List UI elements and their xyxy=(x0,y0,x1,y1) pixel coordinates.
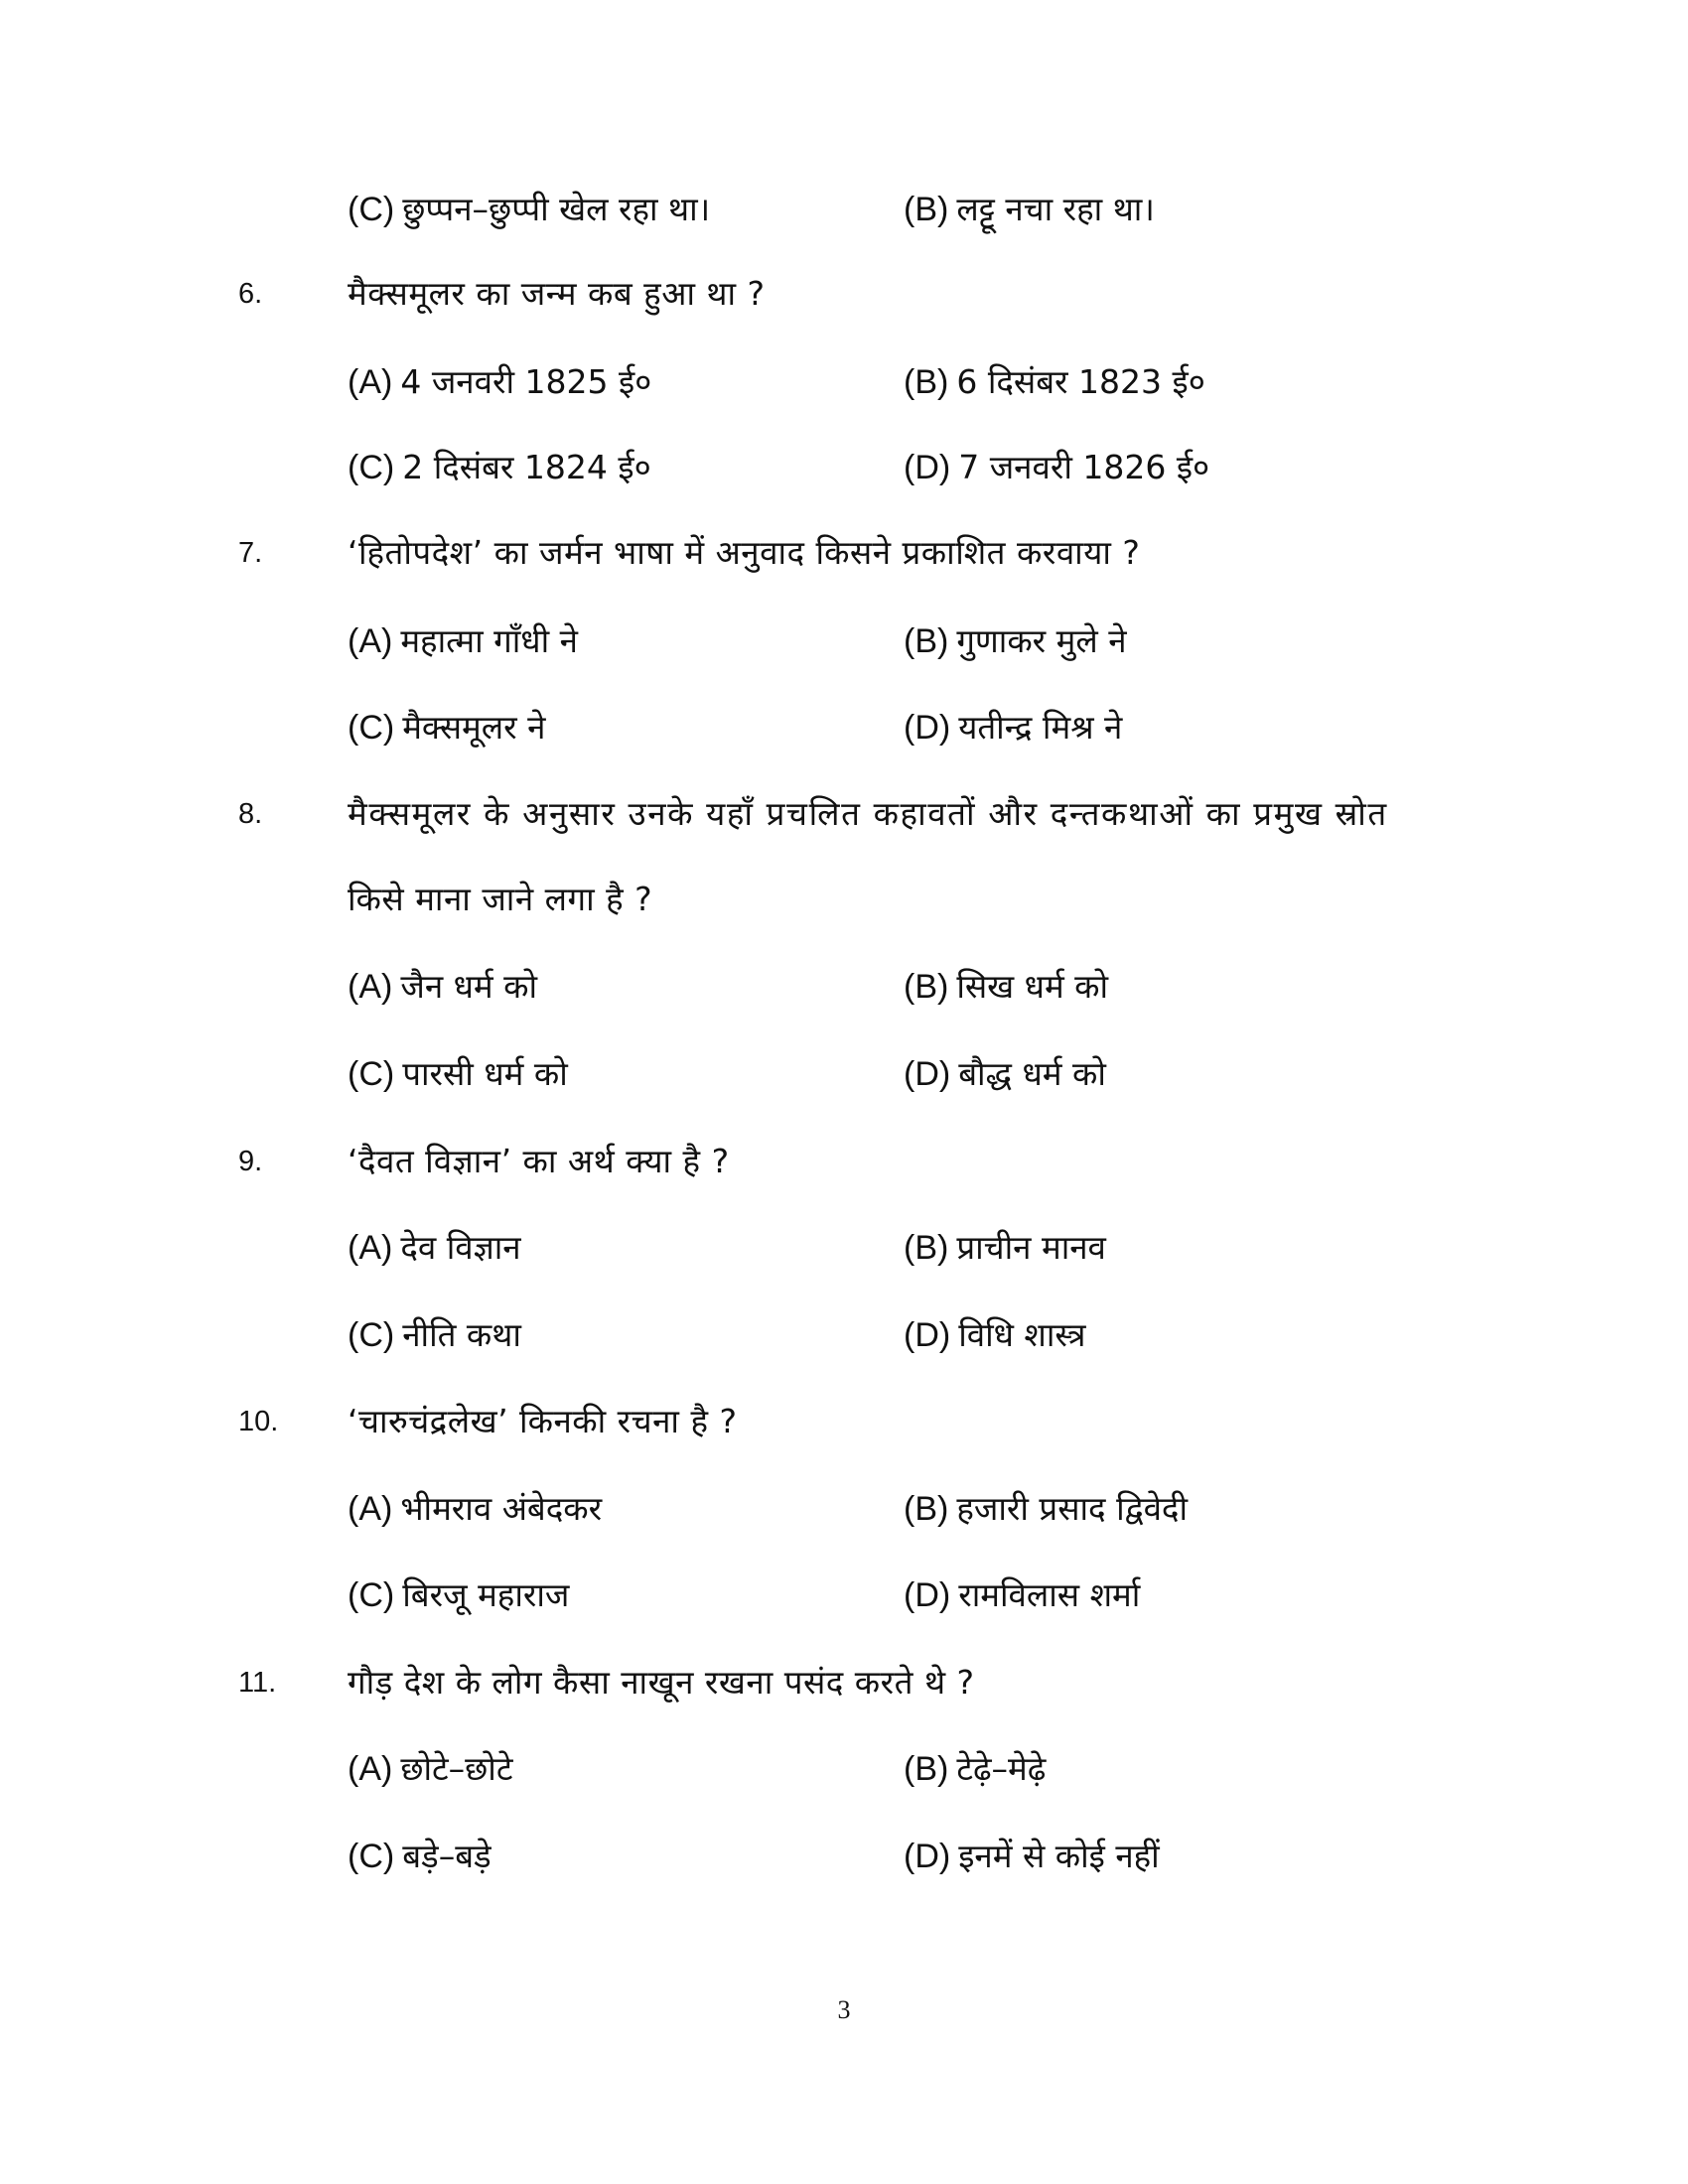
option-a: (A) जैन धर्म को xyxy=(348,967,538,1006)
question-11 xyxy=(0,1653,1688,1712)
option-row xyxy=(0,1044,1688,1104)
option-c: (C) बड़े–बड़े xyxy=(348,1837,492,1875)
option-d: (D) 7 जनवरी 1826 ई० xyxy=(904,448,1210,486)
page-number: 3 xyxy=(837,1995,851,2024)
question-text: ‘दैवत विज्ञान’ का अर्थ क्या है ? xyxy=(348,1142,730,1180)
question-number: 9. xyxy=(238,1146,263,1177)
option-a: (A) भीमराव अंबेदकर xyxy=(348,1489,603,1528)
option-c: (C) मैक्समूलर ने xyxy=(348,708,546,747)
question-text: ‘हितोपदेश’ का जर्मन भाषा में अनुवाद किसने प्रकाशित करवाया ? xyxy=(348,533,1141,572)
question-text-line-2: किसे माना जाने लगा है ? xyxy=(348,880,653,918)
question-text: मैक्समूलर का जन्म कब हुआ था ? xyxy=(348,274,766,313)
option-c: (C) बिरजू महाराज xyxy=(348,1575,570,1614)
option-row xyxy=(0,612,1688,671)
option-c: (C) पारसी धर्म को xyxy=(348,1054,568,1093)
question-number: 7. xyxy=(238,537,263,569)
option-a: (A) देव विज्ञान xyxy=(348,1228,521,1267)
option-d: (D) बौद्ध धर्म को xyxy=(904,1054,1106,1093)
option-b: (B) प्राचीन मानव xyxy=(904,1228,1106,1267)
question-text: ‘चारुचंद्रलेख’ किनकी रचना है ? xyxy=(348,1402,738,1440)
option-d: (D) विधि शास्त्र xyxy=(904,1315,1086,1354)
option-d: (D) इनमें से कोई नहीं xyxy=(904,1837,1160,1875)
option-b: (B) गुणाकर मुले ने xyxy=(904,621,1127,660)
option-row xyxy=(0,698,1688,757)
option-row xyxy=(0,1566,1688,1625)
option-row xyxy=(0,438,1688,497)
question-10 xyxy=(0,1392,1688,1451)
option-row xyxy=(0,1739,1688,1799)
option-c: (C) 2 दिसंबर 1824 ई० xyxy=(348,448,651,486)
question-text: गौड़ देश के लोग कैसा नाखून रखना पसंद करते थे ? xyxy=(348,1663,975,1702)
question-number: 8. xyxy=(238,798,263,830)
option-row xyxy=(0,1827,1688,1886)
question-7 xyxy=(0,523,1688,583)
option-b: (B) हजारी प्रसाद द्विवेदी xyxy=(904,1489,1189,1528)
option-d: (D) यतीन्द्र मिश्र ने xyxy=(904,708,1123,747)
question-number: 11. xyxy=(238,1667,277,1699)
question-9 xyxy=(0,1132,1688,1191)
question-8-continued xyxy=(0,870,1688,929)
option-d: (D) रामविलास शर्मा xyxy=(904,1575,1141,1614)
option-a: (A) 4 जनवरी 1825 ई० xyxy=(348,362,652,401)
option-a: (A) महात्मा गाँधी ने xyxy=(348,621,578,660)
question-number: 6. xyxy=(238,278,263,310)
option-b: (B) सिख धर्म को xyxy=(904,967,1109,1006)
question-8 xyxy=(0,784,1688,844)
option-row xyxy=(0,1218,1688,1278)
carryover-option-row xyxy=(0,180,1688,239)
question-6 xyxy=(0,264,1688,324)
option-row xyxy=(0,1305,1688,1365)
option-b: (B) लट्टू नचा रहा था। xyxy=(904,190,1155,228)
question-number: 10. xyxy=(238,1406,279,1437)
option-row xyxy=(0,352,1688,412)
option-a: (A) छोटे–छोटे xyxy=(348,1749,513,1788)
option-row xyxy=(0,957,1688,1017)
option-b: (B) टेढ़े–मेढ़े xyxy=(904,1749,1047,1788)
option-c: (C) छुप्पन–छुप्पी खेल रहा था। xyxy=(348,190,711,228)
option-row xyxy=(0,1479,1688,1539)
option-b: (B) 6 दिसंबर 1823 ई० xyxy=(904,362,1205,401)
option-c: (C) नीति कथा xyxy=(348,1315,521,1354)
question-text: मैक्समूलर के अनुसार उनके यहाँ प्रचलित कहावतों और दन्तकथाओं का प्रमुख स्रोत xyxy=(348,794,1388,833)
